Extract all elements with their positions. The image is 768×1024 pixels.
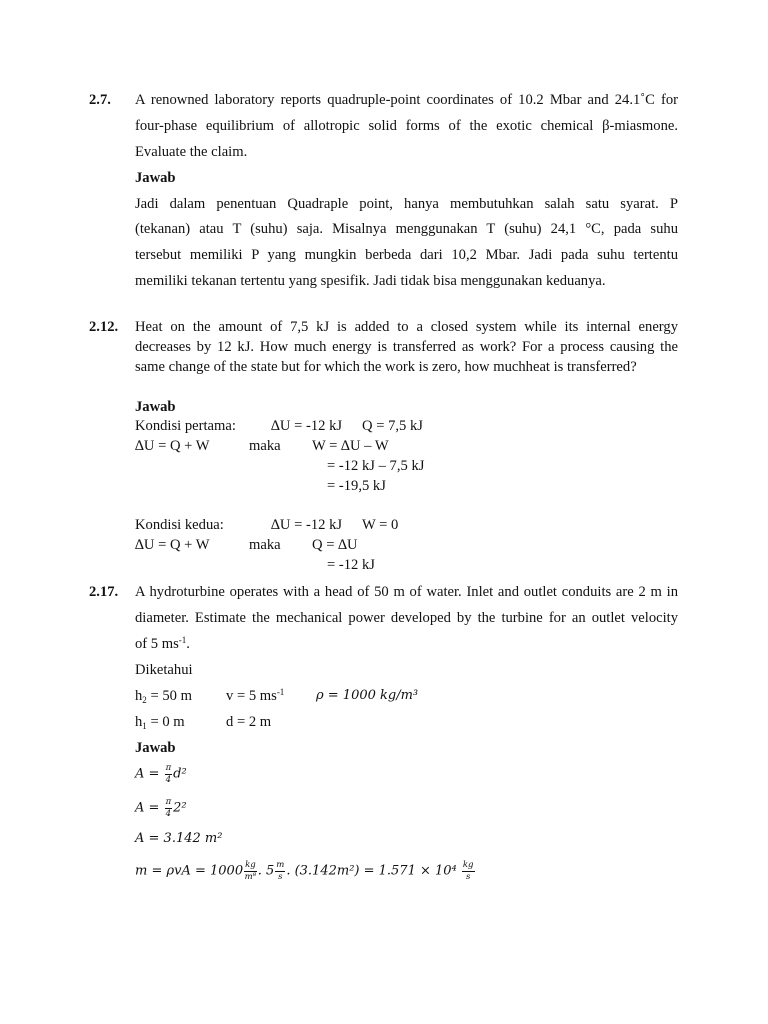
question-line: A renowned laboratory reports quadruple-point coordinates of 10.2 Mbar and 24.1˚C for (135, 92, 678, 108)
answer-line: memiliki tekanan tertentu yang spesifik. Jadi tidak bisa menggunakan keduanya. (135, 273, 606, 289)
answer-heading: Jawab (135, 740, 176, 756)
problem-number-2-7: 2.7. (89, 92, 111, 108)
maka-word: maka (249, 537, 281, 553)
question-line: of 5 $ms^{-1}$. (135, 635, 190, 652)
mass-flow-equation: m = ρvA = 1000 $\frac{kg}{\text{m⁸}}$ . 5 $\frac{m}{s}$ . (3.142m²) = 1.571 × 10⁴ $\frac{kg}{s}$ (135, 860, 474, 882)
condition-label: Kondisi pertama: (135, 418, 236, 434)
question-line: A hydroturbine operates with a head of 50 m of water. Inlet and outlet conduits are 2 m in (135, 584, 678, 600)
condition-label: Kondisi kedua: (135, 517, 224, 533)
problem-number-2-17: 2.17. (89, 584, 119, 600)
given-h2: $h_2 = 50$ m (135, 688, 192, 705)
heat-equation: = -12 kJ (327, 557, 375, 573)
heat-equation: Q = ∆U (312, 537, 358, 553)
heat-value: Q = 7,5 kJ (362, 418, 423, 434)
given-h1: $h_1 = 0$ m (135, 714, 185, 731)
given-diameter: d = 2 m (226, 714, 272, 730)
answer-line: tersebut memiliki P yang mungkin berbeda dari 10,2 Mbar. Jadi pada suhu tertentu (135, 247, 678, 263)
delta-u-value: ∆U = -12 kJ (271, 418, 343, 434)
work-equation: W = ∆U – W (312, 438, 389, 454)
maka-word: maka (249, 438, 281, 454)
area-result: A = 3.142 m² (135, 831, 223, 846)
first-law-equation: ∆U = Q + W (135, 537, 210, 553)
answer-line: (tekanan) atau T (suhu) saja. Misalnya menggunakan T (suhu) 24,1 °C, pada suhu (135, 221, 678, 237)
problem-number-2-12: 2.12. (89, 319, 119, 335)
question-line: Evaluate the claim. (135, 144, 248, 160)
answer-heading: Jawab (135, 170, 176, 186)
work-value: W = 0 (362, 517, 399, 533)
question-line: same change of the state but for which the work is zero, how muchheat is transferred? (135, 359, 637, 375)
delta-u-value: ∆U = -12 kJ (271, 517, 343, 533)
given-heading: Diketahui (135, 662, 193, 678)
area-substitution: A = $\frac{\pi}{4}$ 2² (135, 797, 187, 819)
question-line: decreases by 12 kJ. How much energy is transferred as work? For a process causing the (135, 339, 678, 355)
answer-heading: Jawab (135, 399, 176, 415)
first-law-equation: ∆U = Q + W (135, 438, 210, 454)
given-velocity: v = 5 $ms^{-1}$ (226, 687, 285, 704)
answer-line: Jadi dalam penentuan Quadraple point, hanya membutuhkan salah satu syarat. P (135, 196, 678, 212)
question-line: Heat on the amount of 7,5 kJ is added to a closed system while its internal energy (135, 319, 678, 335)
area-formula: A = $\frac{\pi}{4}$ d² (135, 763, 187, 785)
work-equation: = -19,5 kJ (327, 478, 386, 494)
question-line: diameter. Estimate the mechanical power developed by the turbine for an outlet velocity (135, 610, 678, 626)
work-equation: = -12 kJ – 7,5 kJ (327, 458, 425, 474)
question-line: four-phase equilibrium of allotropic solid forms of the exotic chemical β-miasmone. (135, 118, 678, 134)
given-density: ρ = 1000 kg/m³ (316, 688, 419, 703)
